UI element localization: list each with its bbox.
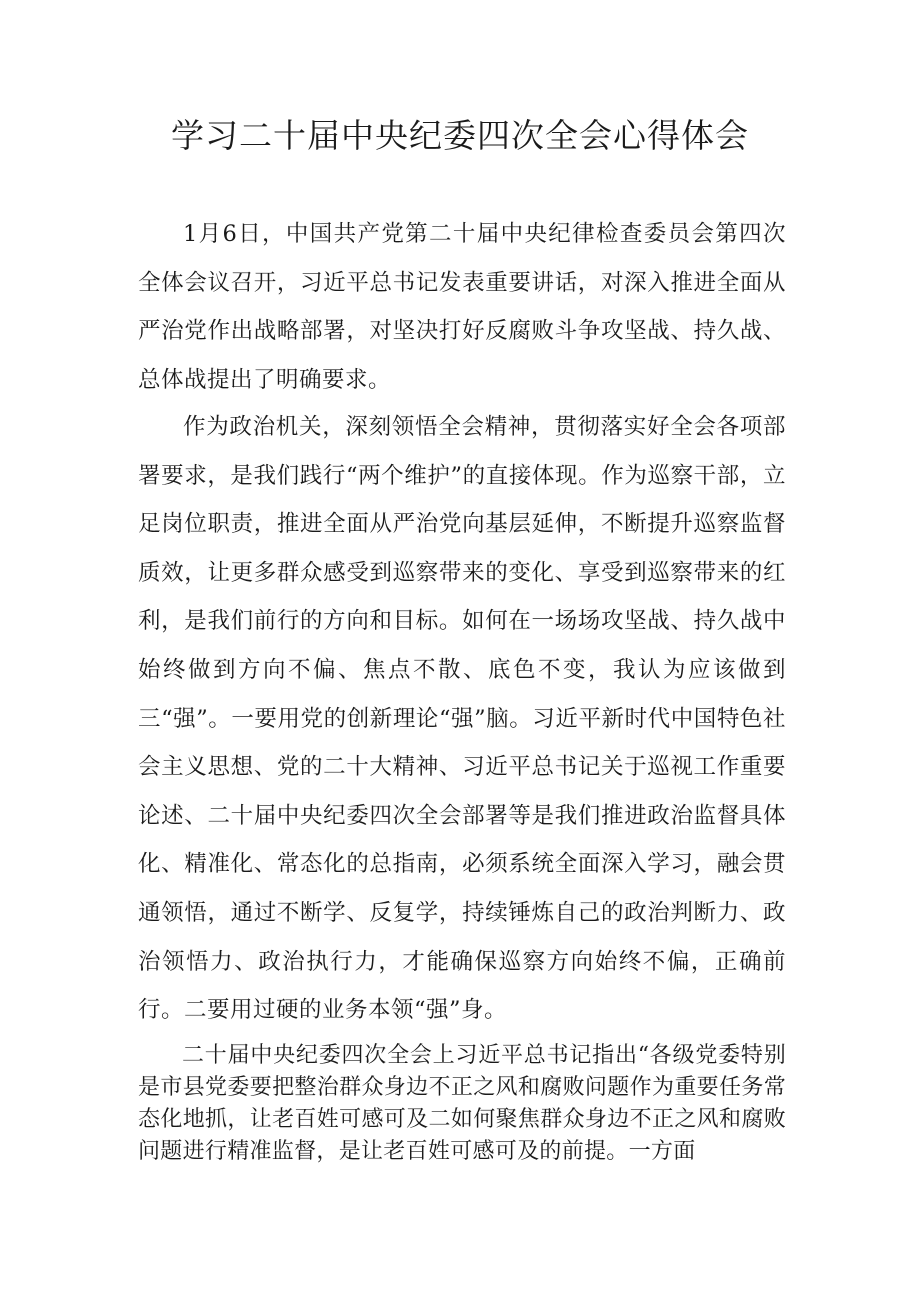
document-title: 学习二十届中央纪委四次全会心得体会 <box>171 116 749 155</box>
paragraph-3: 二十届中央纪委四次全会上习近平总书记指出“各级党委特别是市县党委要把整治群众身边不正之风和腐败问题作为重要任务常态化地抓，让老百姓可感可及二如何聚焦群众身边不正之风和腐败问题进行精准监督，是让老百姓可感可及的前提。一方面 <box>138 1043 786 1164</box>
paragraph-1: 1月6日，中国共产党第二十届中央纪律检查委员会第四次全体会议召开，习近平总书记发表重要讲话，对深入推进全面从严治党作出战略部署，对坚决打好反腐败斗争攻坚战、持久战、总体战提出了明确要求。 <box>138 221 786 393</box>
paragraph-2: 作为政治机关，深刻领悟全会精神，贯彻落实好全会各项部署要求，是我们践行“两个维护”的直接体现。作为巡察干部，立足岗位职责，推进全面从严治党向基层延伸，不断提升巡察监督质效，让更多群众感受到巡察带来的变化、享受到巡察带来的红利，是我们前行的方向和目标。如何在一场场攻坚战、持久战中始终做到方向不偏、焦点不散、底色不变，我认为应该做到三“强”。一要用党的创新理论“强”脑。习近平新时代中国特色社会主义思想、党的二十大精神、习近平总书记关于巡视工作重要论述、二十届中央纪委四次全会部署等是我们推进政治监督具体化、精准化、常态化的总指南，必须系统全面深入学习，融会贯通领悟，通过不断学、反复学，持续锤炼自己的政治判断力、政治领悟力、政治执行力，才能确保巡察方向始终不偏，正确前行。二要用过硬的业务本领“强”身。 <box>138 414 786 1024</box>
